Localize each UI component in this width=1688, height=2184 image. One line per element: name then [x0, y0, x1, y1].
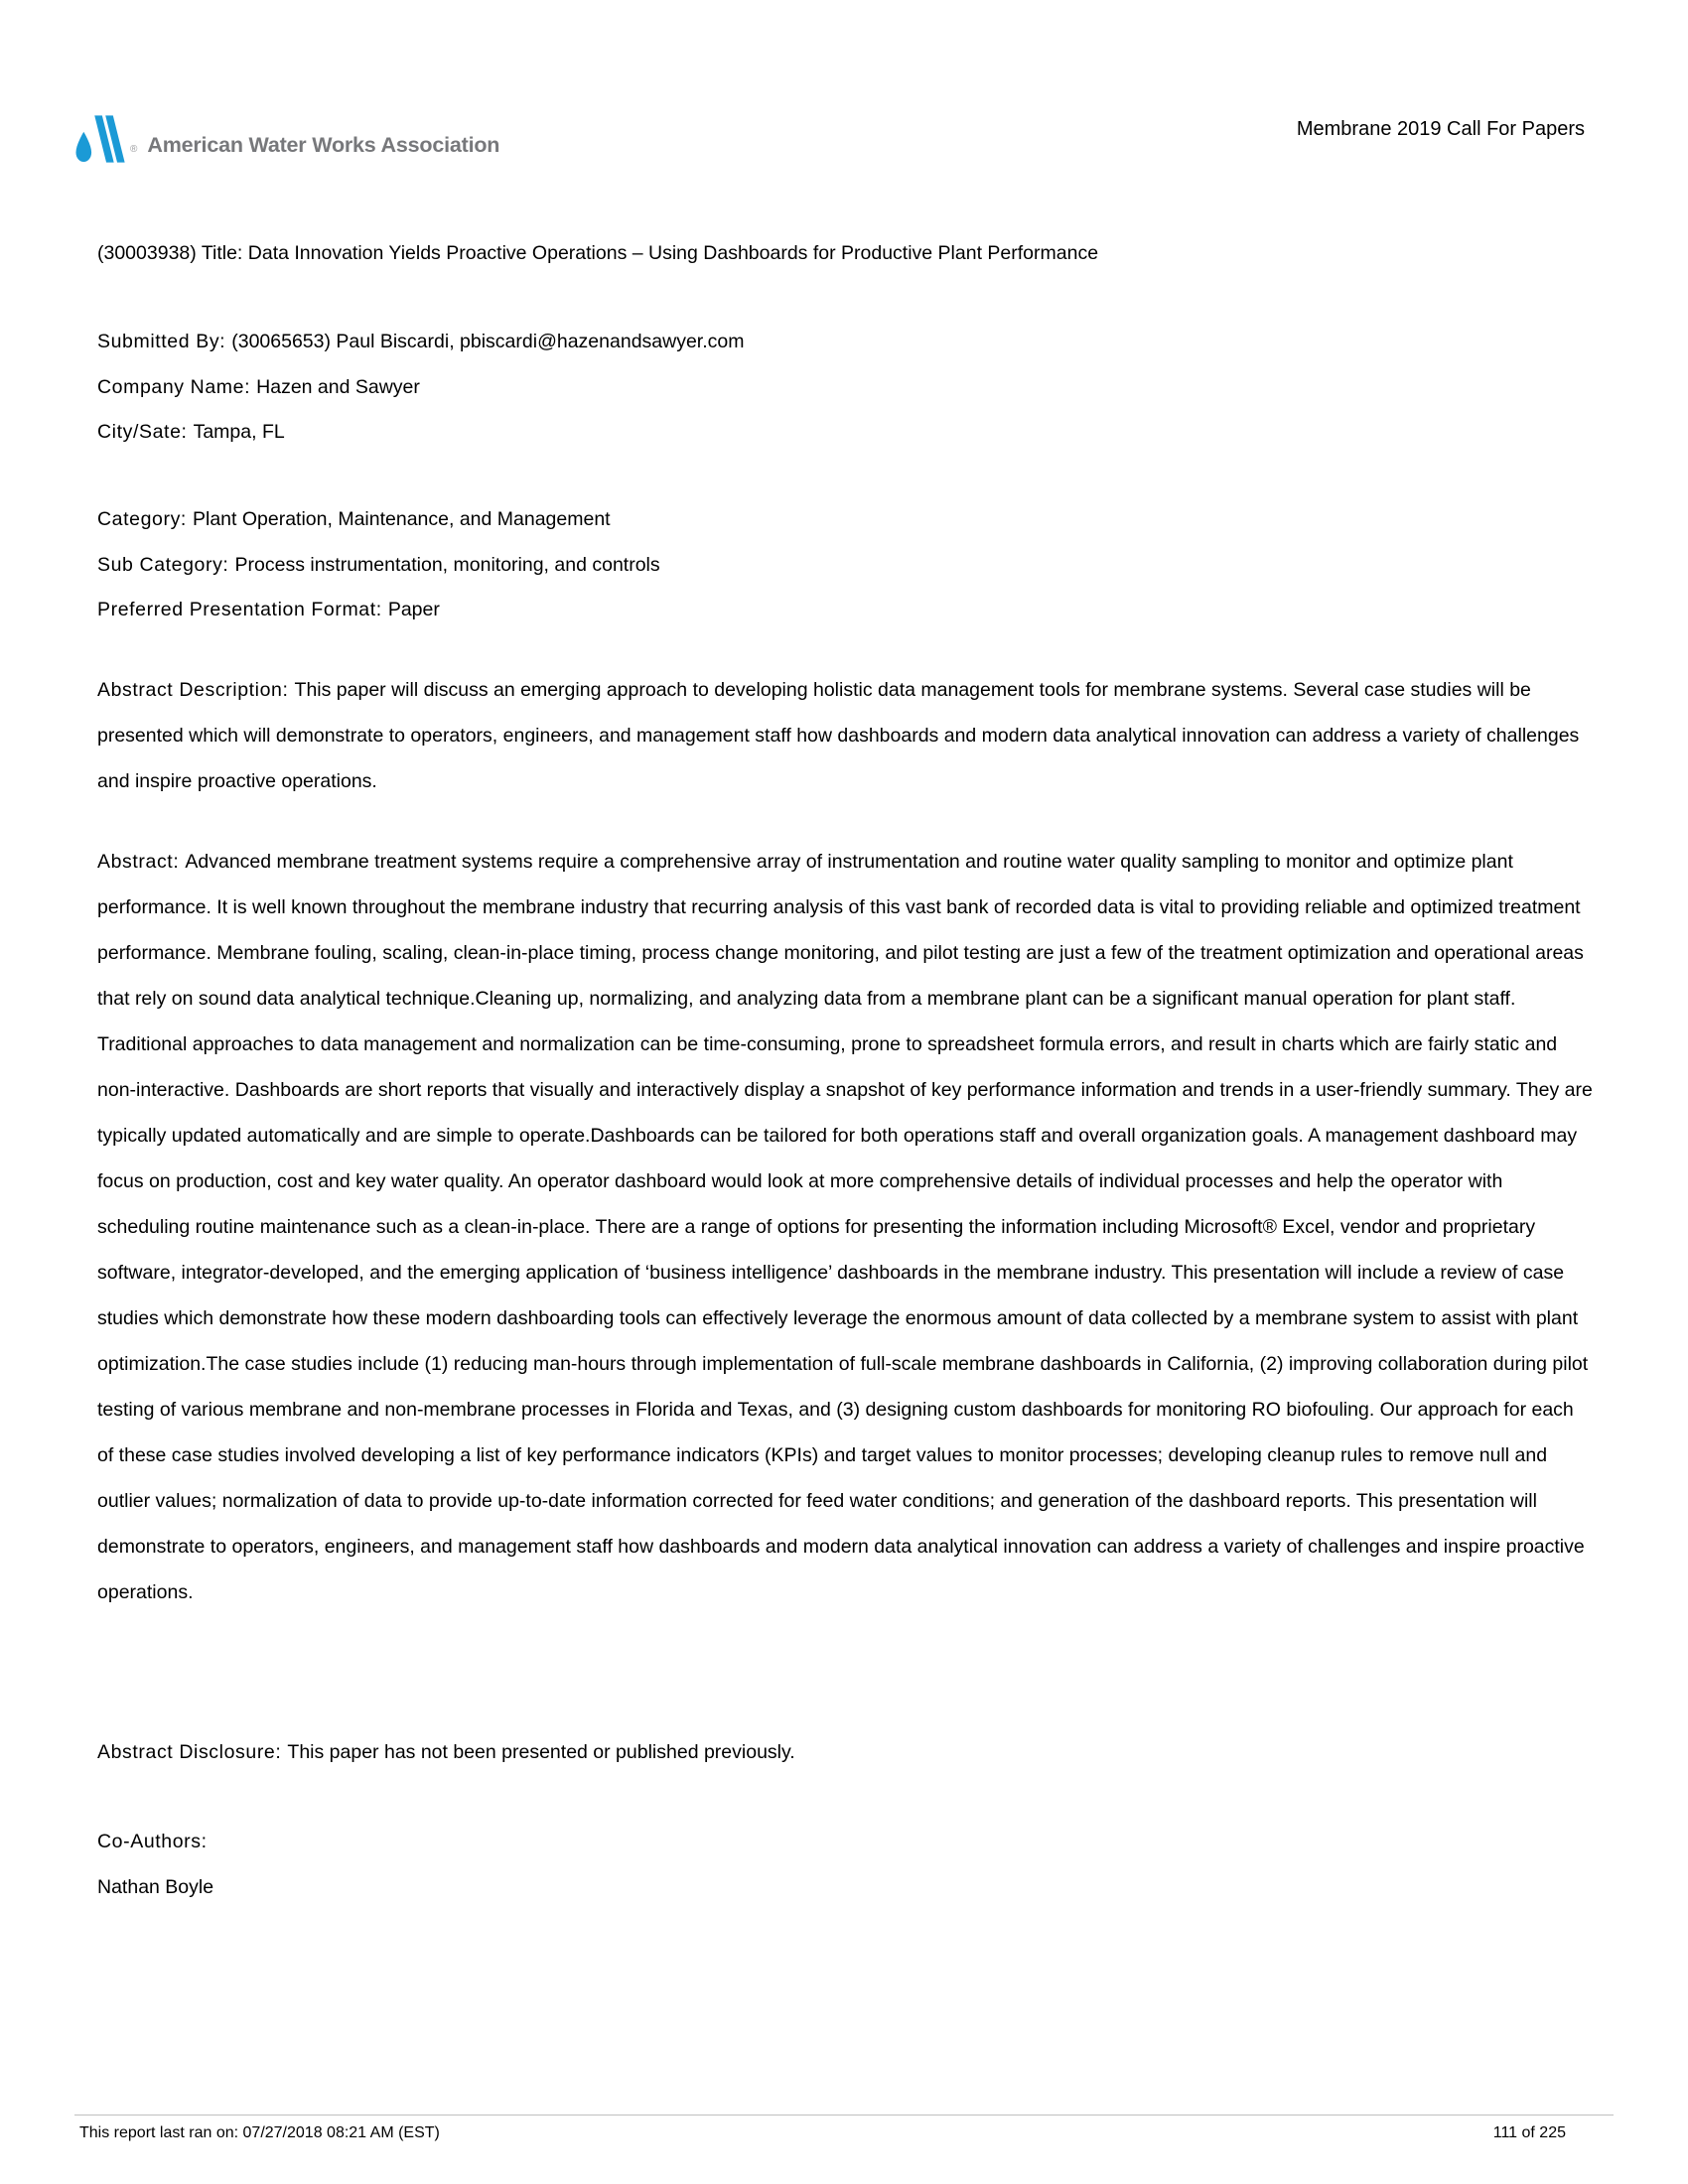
field-value: (30065653) Paul Biscardi, pbiscardi@hazenandsawyer.com [231, 331, 745, 352]
abstract-disclosure [97, 1729, 1595, 1775]
field-city-state [97, 410, 1595, 456]
field-label: Category: [97, 508, 187, 530]
registered-trademark-symbol: ® [130, 143, 138, 155]
awwa-logo [74, 115, 499, 163]
field-submitted-by [97, 320, 1595, 365]
abstract [97, 839, 1595, 1615]
field-label: Sub Category: [97, 553, 229, 576]
field-company-name [97, 365, 1595, 411]
footer-last-ran: This report last ran on: 07/27/2018 08:21 AM (EST) [79, 2124, 440, 2141]
abstract-text: Advanced membrane treatment systems require a comprehensive array of instrumentation and routine water quality sampling to monitor and optimize plant performance. It is well known throughout the membrane industry that recurring analysis of this vast bank of recorded data is vital to providing reliable and optimized treatment performance. Membrane fouling, scaling, clean-in-place timing, process change monitoring, and pilot testing are just a few of the treatment optimization and operational areas that rely on sound data analytical technique.Cleaning up, normalizing, and analyzing data from a membrane plant can be a significant manual operation for plant staff. Traditional approaches to data management and normalization can be time-consuming, prone to spreadsheet formula errors, and result in charts which are fairly static and non-interactive. Dashboards are short reports that visually and interactively display a snapshot of key performance information and trends in a user-friendly summary. They are typically updated automatically and are simple to operate.Dashboards can be tailored for both operations staff and overall organization goals. A management dashboard may focus on production, cost and key water quality. An operator dashboard would look at more comprehensive details of individual processes and help the operator with scheduling routine maintenance such as a clean-in-place. There are a range of options for presenting the information including Microsoft® Excel, vendor and proprietary software, integrator-developed, and the emerging application of ‘business intelligence’ dashboards in the membrane industry. This presentation will include a review of case studies which demonstrate how these modern dashboarding tools can effectively leverage the enormous amount of data collected by a membrane system to assist with plant optimization.The case studies include (1) reducing man-hours through implementation of full-scale membrane dashboards in California, (2) improving collaboration during pilot testing of various membrane and non-membrane processes in Florida and Texas, and (3) designing custom dashboards for monitoring RO biofouling. Our approach for each of these case studies involved developing a list of key performance indicators (KPIs) and target values to monitor processes; developing cleanup rules to remove null and outlier values; normalization of data to provide up-to-date information corrected for feed water conditions; and generation of the dashboard reports. This presentation will demonstrate to operators, engineers, and management staff how dashboards and modern data analytical innovation can address a variety of challenges and inspire proactive operations. [97, 851, 1593, 1603]
page-footer [74, 2115, 1614, 2142]
abstract-description-text: This paper will discuss an emerging approach to developing holistic data management tools for membrane systems. Several case studies will be presented which will demonstrate to operators, engineers, and management staff how dashboards and modern data analytical innovation can address a variety of challenges and inspire proactive operations. [97, 679, 1580, 792]
field-sub-category [97, 543, 1595, 589]
water-drop-icon [74, 115, 128, 163]
field-value: Plant Operation, Maintenance, and Management [192, 508, 611, 530]
co-authors-label: Co-Authors: [97, 1831, 208, 1852]
contact-fields [97, 320, 1595, 456]
abstract-description [97, 667, 1595, 804]
footer-page-indicator: 111 of 225 [1492, 2124, 1566, 2141]
field-value: Tampa, FL [193, 421, 285, 443]
report-title: Membrane 2019 Call For Papers [1296, 118, 1585, 140]
field-category [97, 497, 1595, 543]
field-value: Hazen and Sawyer [256, 375, 420, 398]
submission-title: (30003938) Title: Data Innovation Yields Proactive Operations – Using Dashboards for Productive Plant Performance [97, 242, 1099, 264]
category-fields [97, 497, 1595, 633]
abstract-description-label: Abstract Description: [97, 679, 289, 701]
abstract-disclosure-text: This paper has not been presented or published previously. [287, 1741, 795, 1763]
field-presentation-format [97, 588, 1595, 633]
field-label: Submitted By: [97, 331, 226, 352]
abstract-disclosure-label: Abstract Disclosure: [97, 1741, 282, 1763]
org-name: American Water Works Association [147, 132, 500, 157]
field-label: City/Sate: [97, 421, 188, 443]
field-value: Paper [387, 599, 440, 620]
field-label: Company Name: [97, 375, 251, 398]
abstract-label: Abstract: [97, 851, 180, 873]
co-authors [97, 1820, 1595, 1910]
co-author-name: Nathan Boyle [97, 1875, 214, 1898]
field-label: Preferred Presentation Format: [97, 599, 382, 620]
field-value: Process instrumentation, monitoring, and controls [234, 553, 660, 576]
